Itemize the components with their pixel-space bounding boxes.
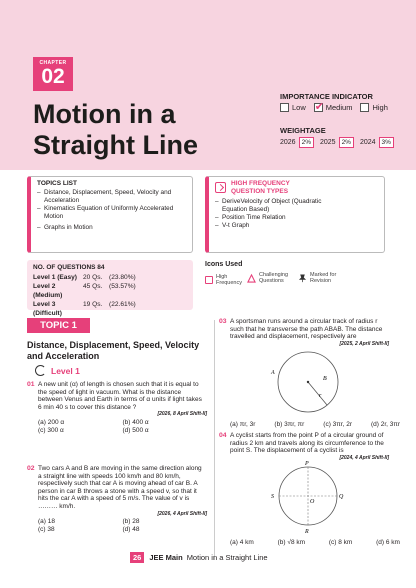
level-pct: (23.80%) (109, 274, 136, 281)
icon-legend-high-frequency (205, 274, 244, 286)
weightage-year: 2025 (319, 139, 336, 146)
topics-list-card (27, 176, 193, 253)
topic-label: TOPIC 1 (27, 318, 90, 333)
hft-item: – DeriveVelocity of Object (Quadratic Equation Based) (215, 198, 345, 214)
importance-options (280, 103, 396, 112)
option: (d) 500 α (122, 426, 149, 434)
importance-low-label: Low (292, 103, 306, 112)
level-pct: (22.61%) (109, 301, 136, 308)
chapter-badge (33, 57, 73, 91)
level-qs: 20 Qs. (83, 274, 103, 281)
weightage-pct: 2% (299, 137, 314, 148)
chapter-title: Motion in a Straight Line (33, 99, 199, 160)
label-s: S (271, 494, 274, 500)
column-divider (214, 320, 215, 560)
weightage-pct: 3% (379, 137, 394, 148)
option: (a) 200 α (38, 418, 65, 426)
option: (a) πr, 3r (230, 421, 256, 428)
level-qs: 19 Qs. (83, 301, 103, 308)
label-o: O (310, 499, 315, 505)
level-name: Level 3 (Difficult) (33, 301, 62, 317)
question-text: Two cars A and B are moving in the same direction along a straight line with speeds 100 km/h and 80 km/h, respectively such that car A is moving ahead of car B. A person in car B throws a stone with a speed v, so that it hits the car A with a speed of 5 m/s. The value of v is ……… km/h. (38, 465, 202, 510)
level-row (33, 300, 193, 318)
question-source: [2024, 4 April Shift-II] (339, 454, 389, 461)
pin-icon (298, 274, 307, 283)
question-number: 03 (219, 318, 227, 325)
center-dot (307, 381, 309, 383)
option: (c) 3πr, 2r (323, 421, 352, 428)
icon-legend-revision (298, 272, 342, 284)
question-options (38, 518, 207, 533)
hft-item: – Position Time Relation (215, 214, 384, 222)
option: (d) 6 km (376, 539, 400, 546)
option: (a) 18 (38, 518, 55, 526)
question-number: 04 (219, 432, 227, 439)
option: (d) 2r, 3πr (370, 421, 400, 428)
importance-medium-label: Medium (325, 103, 353, 112)
footer-chapter: Motion in a Straight Line (186, 553, 268, 562)
level-name: Level 1 (Easy) (33, 274, 77, 281)
level-label: Level 1 (51, 365, 80, 376)
checkbox-high[interactable] (360, 103, 369, 112)
question-02 (27, 465, 207, 533)
level-gauge-icon (35, 365, 46, 376)
questions-count-card (27, 260, 193, 317)
label-q: Q (339, 494, 344, 500)
option: (c) 38 (38, 525, 55, 533)
book-name: JEE Main (149, 553, 183, 562)
question-04-options (230, 539, 400, 546)
topic-item: – Graphs in Motion (37, 224, 192, 232)
label-p: P (305, 461, 309, 467)
icon-legend-label: High Frequency (216, 274, 242, 286)
chapter-number: 02 (41, 65, 65, 88)
level-heading (35, 365, 80, 376)
question-options (38, 419, 207, 434)
radius-line (308, 382, 327, 405)
high-frequency-card (205, 176, 385, 253)
question-source: [2026, 8 April Shift-II] (157, 411, 207, 418)
question-number: 01 (27, 381, 35, 388)
question-text: A new unit (α) of length is chosen such that it is equal to the speed of light in vacuum. What is the distance between Venus and Earth in terms of α units if light takes 6 min 40 s to cover this distance ? (38, 381, 202, 411)
weightage-title: WEIGHTAGE (280, 126, 326, 135)
question-01 (27, 381, 207, 434)
challenging-icon (247, 274, 256, 283)
weightage-pct: 2% (339, 137, 354, 148)
high-frequency-icon (215, 182, 226, 193)
high-frequency-icon (205, 276, 213, 284)
questions-count-title: NO. OF QUESTIONS 84 (33, 264, 105, 271)
chapter-label: CHAPTER (39, 60, 67, 66)
option: (d) 48 (122, 525, 140, 533)
question-03-options (230, 421, 400, 428)
level-pct: (53.57%) (109, 283, 136, 290)
weightage-year: 2026 (280, 139, 296, 146)
label-r: R (305, 529, 309, 535)
icon-legend-label: Challenging Questions (259, 272, 289, 284)
level-qs: 45 Qs. (83, 283, 103, 290)
circular-ground-figure (270, 458, 346, 534)
level-name: Level 2 (Medium) (33, 283, 63, 299)
topic-item: – Distance, Displacement, Speed, Velocity and Acceleration (37, 189, 192, 205)
level-row (33, 282, 193, 300)
hft-item: – V-t Graph (215, 222, 384, 230)
icon-legend-challenging (247, 272, 295, 284)
question-source: [2025, 2 April Shift-II] (339, 340, 389, 347)
question-number: 02 (27, 465, 35, 472)
option: (c) 300 α (38, 426, 64, 434)
topic-title: Distance, Displacement, Speed, Velocity and Acceleration (27, 340, 200, 361)
question-source: [2026, 4 April Shift-II] (157, 510, 207, 517)
checkbox-low[interactable] (280, 103, 289, 112)
option: (b) 400 α (122, 418, 149, 426)
option: (b) √8 km (277, 539, 306, 546)
weightage-row (280, 137, 400, 148)
option: (a) 4 km (230, 539, 254, 546)
label-r: r (319, 393, 322, 399)
option: (b) 3πr, πr (274, 421, 305, 428)
topics-list-title: TOPICS LIST (37, 180, 77, 187)
label-b: B (323, 376, 327, 382)
option: (c) 8 km (328, 539, 353, 546)
weightage-year: 2024 (359, 139, 376, 146)
question-text: A sportsman runs around a circular track of radius r such that he transverse the path ABAB. The distance travelled and displacement, respectively are (230, 318, 383, 341)
importance-high-label: High (372, 103, 388, 112)
option: (b) 28 (122, 518, 140, 526)
page-number: 26 (130, 552, 144, 563)
question-03 (219, 318, 389, 348)
checkbox-medium[interactable] (314, 103, 323, 112)
importance-title: IMPORTANCE INDICATOR (280, 92, 373, 101)
level-row (33, 273, 193, 282)
icon-legend-label: Marked for Revision (310, 272, 337, 284)
page-footer (130, 552, 268, 563)
hft-title: HIGH FREQUENCY QUESTION TYPES (231, 180, 290, 195)
circular-track-figure (273, 347, 343, 417)
topic-item: – Kinematics Equation of Uniformly Accelerated Motion (37, 205, 192, 221)
label-a: A (271, 370, 275, 376)
question-text: A cyclist starts from the point P of a circular ground of radius 2 km and travels along its circumference to the point S. The displacement of a cyclist is (230, 432, 384, 455)
icons-used-title: Icons Used (205, 261, 243, 268)
